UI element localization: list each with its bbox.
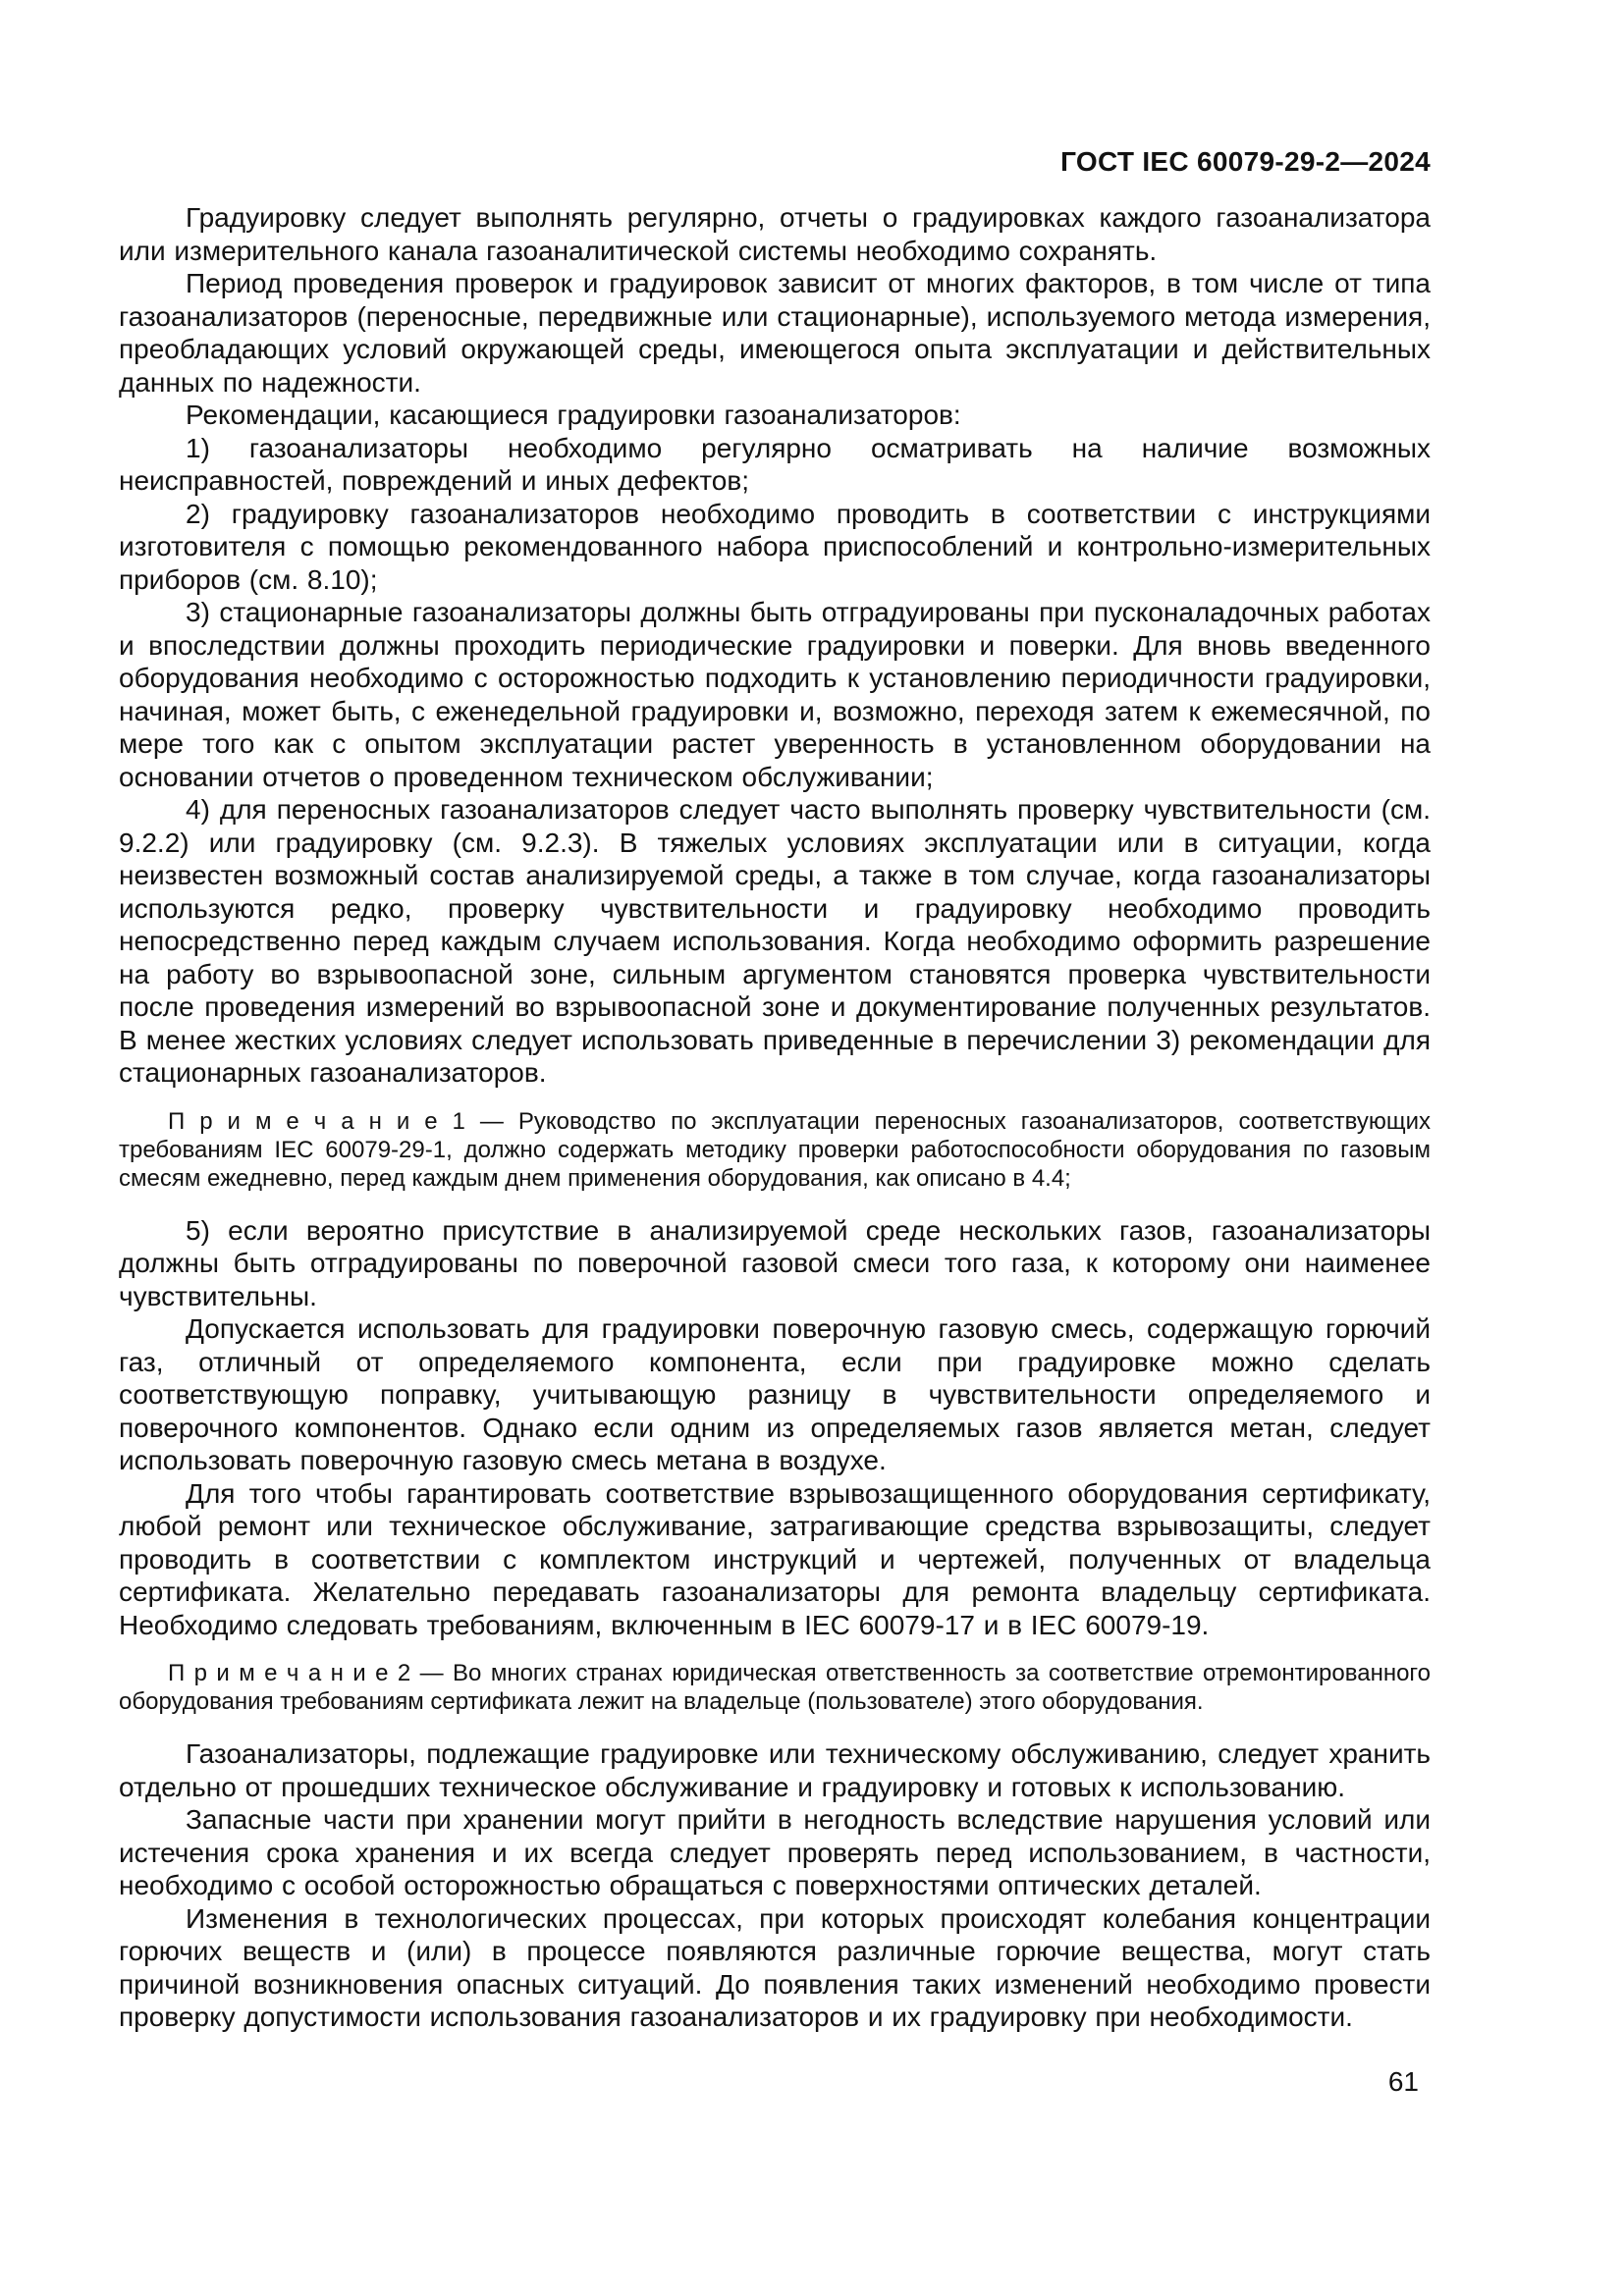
body-paragraph: Рекомендации, касающиеся градуировки газоанализаторов: bbox=[186, 400, 961, 430]
page-number: 61 bbox=[1387, 2066, 1419, 2097]
body-paragraph: Период проведения проверок и градуировок зависит от многих факторов, в том числе от типа газоанализаторов (переносные, передвижные или стационарные), используемого метода измерения, преобладающих условий окружающей среды, имеющегося опыта эксплуатации и действительных данных по надежности. bbox=[119, 268, 1431, 398]
body-paragraph: Градуировку следует выполнять регулярно, отчеты о градуировках каждого газоанализатора или измерительного канала газоаналитической системы необходимо сохранять. bbox=[119, 202, 1431, 266]
document-content bbox=[119, 145, 1431, 2034]
document-header: ГОСТ IEC 60079-29-2—2024 bbox=[1060, 146, 1431, 177]
body-paragraph: Газоанализаторы, подлежащие градуировке или техническому обслуживанию, следует хранить отдельно от прошедших техническое обслуживание и градуировку и готовых к использованию. bbox=[119, 1738, 1431, 1802]
document-body bbox=[119, 201, 1431, 2034]
body-paragraph: Для того чтобы гарантировать соответствие взрывозащищенного оборудования сертификату, любой ремонт или техническое обслуживание, затрагивающие средства взрывозащиты, следует проводить в соответствии с комплектом инструкций и чертежей, полученных от владельца сертификата. Желательно передавать газоанализаторы для ремонта владельцу сертификата. Необходимо следовать требованиям, включенным в IEC 60079-17 и в IEC 60079-19. bbox=[119, 1477, 1431, 1640]
body-paragraph: Изменения в технологических процессах, при которых происходят колебания концентрации горючих веществ и (или) в процессе появляются различные горючие вещества, могут стать причиной возникновения опасных ситуаций. До появления таких изменений необходимо провести проверку допустимости использования газоанализаторов и их градуировку при необходимости. bbox=[119, 1902, 1431, 2032]
body-paragraph: 4) для переносных газоанализаторов следует часто выполнять проверку чувствительности (см. 9.2.2) или градуировку (см. 9.2.3). В тяжелых условиях эксплуатации или в ситуации, когда неизвестен возможный состав анализируемой среды, а также в том случае, когда газоанализаторы используются редко, проверку чувствительности и градуировку необходимо проводить непосредственно перед каждым случаем использования. Когда необходимо оформить разрешение на работу во взрывоопасной зоне, сильным аргументом становятся проверка чувствительности после проведения измерений во взрывоопасной зоне и документирование полученных результатов. В менее жестких условиях следует использовать приведенные в перечислении 3) рекомендации для стационарных газоанализаторов. bbox=[119, 794, 1431, 1088]
body-paragraph: Допускается использовать для градуировки поверочную газовую смесь, содержащую горючий газ, отличный от определяемого компонента, если при градуировке можно сделать соответствующую поправку, учитывающую разницу в чувствительности определяемого и поверочного компонентов. Однако если одним из определяемых газов является метан, следует использовать поверочную газовую смесь метана в воздухе. bbox=[119, 1313, 1431, 1475]
note-paragraph: П р и м е ч а н и е 2 — Во многих странах юридическая ответственность за соответствие отремонтированного оборудования требованиям сертификата лежит на владельце (пользователе) этого оборудования. bbox=[119, 1660, 1431, 1715]
body-paragraph: Запасные части при хранении могут прийти в негодность вследствие нарушения условий или истечения срока хранения и их всегда следует проверять перед использованием, в частности, необходимо с особой осторожностью обращаться с поверхностями оптических деталей. bbox=[119, 1804, 1431, 1900]
body-paragraph: 1) газоанализаторы необходимо регулярно осматривать на наличие возможных неисправностей, повреждений и иных дефектов; bbox=[119, 432, 1431, 496]
body-paragraph: 3) стационарные газоанализаторы должны быть отградуированы при пусконаладочных работах и впоследствии должны проходить периодические градуировки и поверки. Для вновь введенного оборудования необходимо с осторожностью подходить к установлению периодичности градуировки, начиная, может быть, с еженедельной градуировки и, возможно, переходя затем к ежемесячной, по мере того как с опытом эксплуатации растет уверенность в установленном оборудовании на основании отчетов о проведенном техническом обслуживании; bbox=[119, 597, 1431, 792]
body-paragraph: 2) градуировку газоанализаторов необходимо проводить в соответствии с инструкциями изготовителя с помощью рекомендованного набора приспособлений и контрольно-измерительных приборов (см. 8.10); bbox=[119, 498, 1431, 595]
body-paragraph: 5) если вероятно присутствие в анализируемой среде нескольких газов, газоанализаторы должны быть отградуированы по поверочной газовой смеси того газа, к которому они наименее чувствительны. bbox=[119, 1214, 1431, 1311]
note-paragraph: П р и м е ч а н и е 1 — Руководство по эксплуатации переносных газоанализаторов, соответствующих требованиям IEC 60079-29-1, должно содержать методику проверки работоспособности оборудования по газовым смесям ежедневно, перед каждым днем применения оборудования, как описано в 4.4; bbox=[119, 1107, 1431, 1192]
